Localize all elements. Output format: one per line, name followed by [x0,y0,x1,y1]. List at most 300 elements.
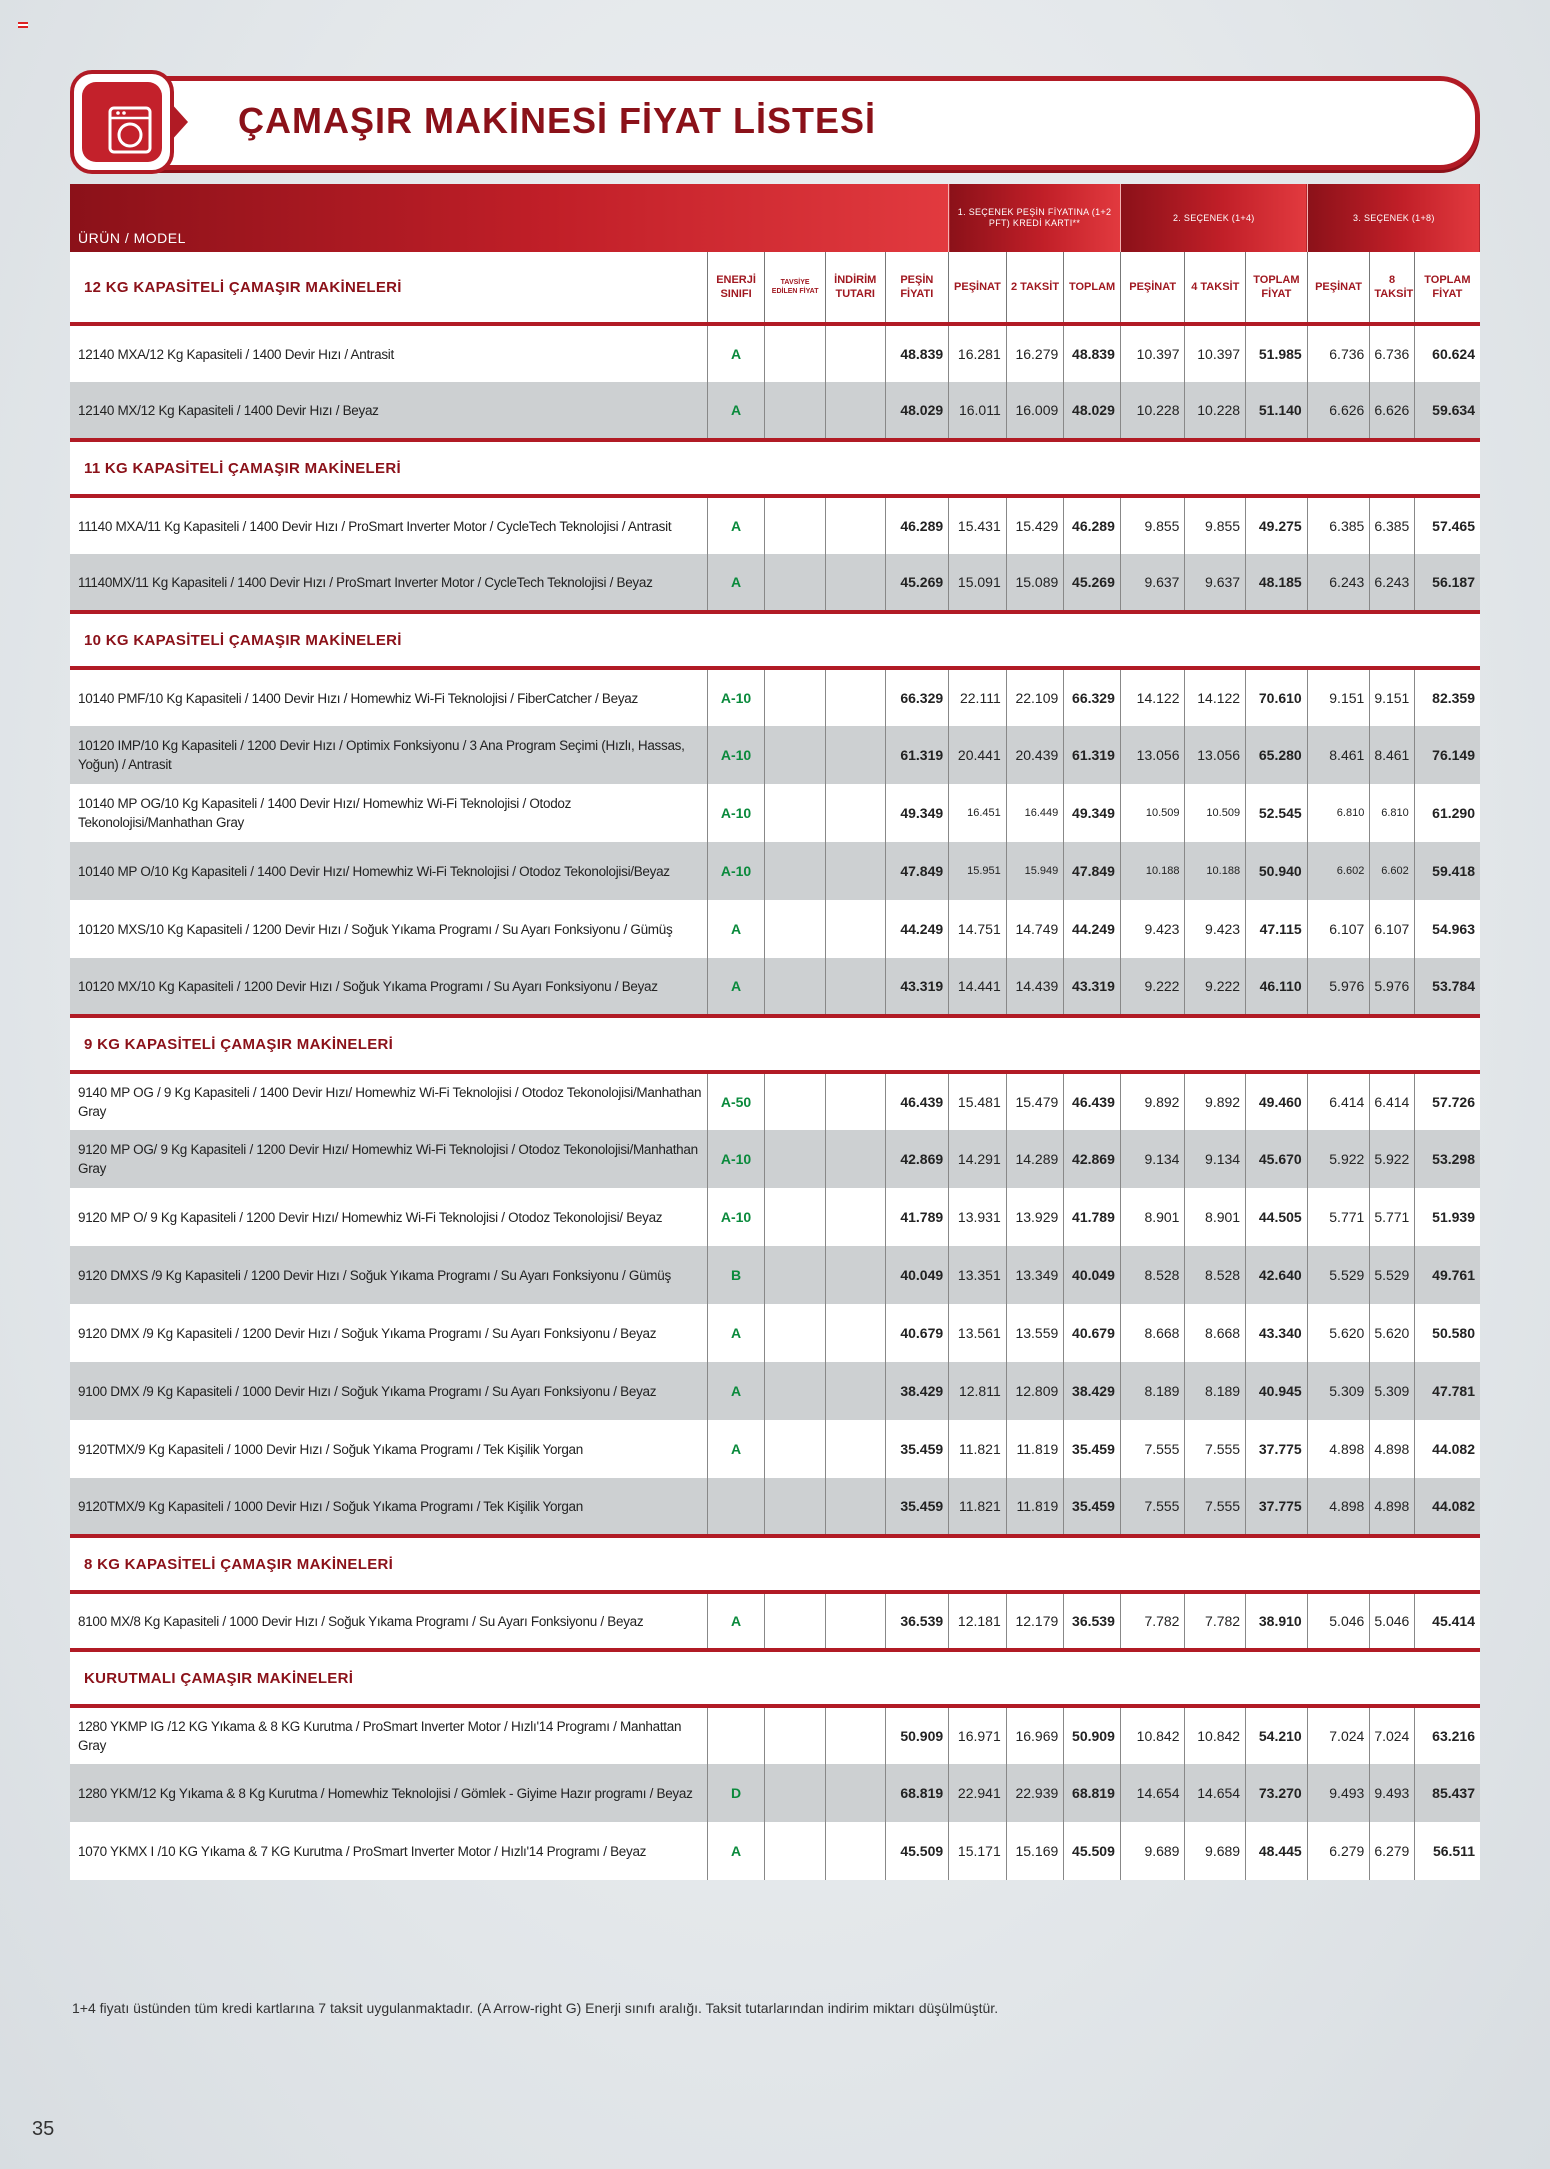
recommended-price [765,1130,826,1188]
table-row [70,554,1480,612]
energy-class: A [707,1592,765,1650]
price-cell: 45.269 [1064,554,1121,612]
price-cell: 9.637 [1120,554,1185,612]
price-cell: 38.910 [1246,1592,1308,1650]
model-cell: 11140 MXA/11 Kg Kapasiteli / 1400 Devir Hızı / ProSmart Inverter Motor / CycleTech Teknolojisi / Antrasit [70,496,707,554]
recommended-price [765,668,826,726]
price-cell: 7.024 [1307,1706,1370,1764]
table-row [70,1592,1480,1650]
column-header: TOPLAM FİYAT [1246,252,1308,324]
price-cell: 9.423 [1120,900,1185,958]
price-cell: 65.280 [1246,726,1308,784]
price-cell: 14.122 [1185,668,1246,726]
price-cell: 9.855 [1185,496,1246,554]
recommended-price [765,726,826,784]
price-cell: 5.309 [1307,1362,1370,1420]
price-cell: 9.493 [1370,1764,1414,1822]
price-cell: 73.270 [1246,1764,1308,1822]
price-cell: 7.555 [1120,1478,1185,1536]
price-cell: 5.976 [1370,958,1414,1016]
price-cell: 16.281 [949,324,1007,382]
model-cell: 9120 MP OG/ 9 Kg Kapasiteli / 1200 Devir Hızı/ Homewhiz Wi-Fi Teknolojisi / Otodoz Tekonolojisi/Manhathan Gray [70,1130,707,1188]
price-cell: 47.849 [885,842,949,900]
price-cell: 8.528 [1120,1246,1185,1304]
model-cell: 9140 MP OG / 9 Kg Kapasiteli / 1400 Devir Hızı/ Homewhiz Wi-Fi Teknolojisi / Otodoz Tekonolojisi/Manhathan Gray [70,1072,707,1130]
energy-class: A [707,958,765,1016]
model-cell: 9120 MP O/ 9 Kg Kapasiteli / 1200 Devir Hızı/ Homewhiz Wi-Fi Teknolojisi / Otodoz Tekonolojisi/ Beyaz [70,1188,707,1246]
price-cell: 6.385 [1307,496,1370,554]
price-cell: 8.901 [1120,1188,1185,1246]
recommended-price [765,1304,826,1362]
price-cell: 9.892 [1120,1072,1185,1130]
price-cell: 15.431 [949,496,1007,554]
price-cell: 22.941 [949,1764,1007,1822]
table-row [70,324,1480,382]
price-cell: 46.439 [885,1072,949,1130]
price-cell: 11.819 [1006,1420,1064,1478]
price-cell: 9.855 [1120,496,1185,554]
price-cell: 5.620 [1307,1304,1370,1362]
price-cell: 5.046 [1370,1592,1414,1650]
price-cell: 56.511 [1414,1822,1480,1880]
footnote: 1+4 fiyatı üstünden tüm kredi kartlarına 7 taksit uygulanmaktadır. (A Arrow-right G) Enerji sınıfı aralığı. Taksit tutarlarından indirim miktarı düşülmüştür. [72,2000,999,2016]
price-cell: 44.082 [1414,1420,1480,1478]
price-cell: 9.151 [1370,668,1414,726]
model-cell: 10140 PMF/10 Kg Kapasiteli / 1400 Devir Hızı / Homewhiz Wi-Fi Teknolojisi / FiberCatcher / Beyaz [70,668,707,726]
section-title: 9 KG KAPASİTELİ ÇAMAŞIR MAKİNELERİ [70,1016,1480,1072]
discount-amount [825,900,885,958]
column-header: PEŞİN FİYATI [885,252,949,324]
table-row [70,1246,1480,1304]
price-cell: 8.668 [1185,1304,1246,1362]
price-cell: 6.385 [1370,496,1414,554]
price-cell: 8.461 [1307,726,1370,784]
energy-class: A [707,382,765,440]
price-cell: 48.029 [885,382,949,440]
recommended-price [765,1362,826,1420]
recommended-price [765,958,826,1016]
energy-class: D [707,1764,765,1822]
price-cell: 40.049 [1064,1246,1121,1304]
table-row [70,1764,1480,1822]
price-cell: 13.561 [949,1304,1007,1362]
price-cell: 61.290 [1414,784,1480,842]
price-cell: 14.439 [1006,958,1064,1016]
price-cell: 8.189 [1120,1362,1185,1420]
price-cell: 5.309 [1370,1362,1414,1420]
price-cell: 5.046 [1307,1592,1370,1650]
price-cell: 22.111 [949,668,1007,726]
price-cell: 9.423 [1185,900,1246,958]
price-cell: 10.188 [1185,842,1246,900]
price-cell: 50.940 [1246,842,1308,900]
price-cell: 35.459 [885,1420,949,1478]
price-cell: 57.726 [1414,1072,1480,1130]
price-cell: 68.819 [1064,1764,1121,1822]
price-cell: 46.110 [1246,958,1308,1016]
recommended-price [765,1764,826,1822]
discount-amount [825,1592,885,1650]
price-cell: 46.289 [885,496,949,554]
column-header: PEŞİNAT [1307,252,1370,324]
price-cell: 13.559 [1006,1304,1064,1362]
price-cell: 14.751 [949,900,1007,958]
price-cell: 15.481 [949,1072,1007,1130]
price-table [70,184,1480,1880]
model-cell: 10140 MP O/10 Kg Kapasiteli / 1400 Devir Hızı/ Homewhiz Wi-Fi Teknolojisi / Otodoz Tekonolojisi/Beyaz [70,842,707,900]
price-cell: 4.898 [1370,1478,1414,1536]
price-cell: 37.775 [1246,1478,1308,1536]
table-row [70,1304,1480,1362]
price-cell: 6.414 [1307,1072,1370,1130]
table-header-top [70,184,1480,252]
price-cell: 9.222 [1185,958,1246,1016]
price-cell: 8.668 [1120,1304,1185,1362]
price-cell: 43.319 [885,958,949,1016]
price-cell: 63.216 [1414,1706,1480,1764]
price-cell: 49.761 [1414,1246,1480,1304]
price-cell: 15.169 [1006,1822,1064,1880]
recommended-price [765,1478,826,1536]
price-cell: 9.222 [1120,958,1185,1016]
price-cell: 15.951 [949,842,1007,900]
price-cell: 6.414 [1370,1072,1414,1130]
price-cell: 9.892 [1185,1072,1246,1130]
price-cell: 22.109 [1006,668,1064,726]
discount-amount [825,324,885,382]
table-row [70,958,1480,1016]
section-header [70,1536,1480,1592]
price-cell: 76.149 [1414,726,1480,784]
price-cell: 7.555 [1185,1420,1246,1478]
section-header [70,440,1480,496]
table-row [70,1072,1480,1130]
price-cell: 9.134 [1185,1130,1246,1188]
price-cell: 45.670 [1246,1130,1308,1188]
price-cell: 6.243 [1307,554,1370,612]
table-row [70,842,1480,900]
price-cell: 14.441 [949,958,1007,1016]
recommended-price [765,1246,826,1304]
table-row [70,1362,1480,1420]
recommended-price [765,900,826,958]
price-cell: 7.555 [1120,1420,1185,1478]
table-row [70,900,1480,958]
price-cell: 16.971 [949,1706,1007,1764]
price-cell: 11.821 [949,1420,1007,1478]
column-header: 4 TAKSİT [1185,252,1246,324]
group-header-1: 1. SEÇENEK PEŞİN FİYATINA (1+2 PFT) KREDİ KARTI** [949,184,1121,252]
price-cell: 14.291 [949,1130,1007,1188]
model-cell: 9120TMX/9 Kg Kapasiteli / 1000 Devir Hızı / Soğuk Yıkama Programı / Tek Kişilik Yorgan [70,1478,707,1536]
price-cell: 5.922 [1370,1130,1414,1188]
price-cell: 44.249 [885,900,949,958]
energy-class: A-10 [707,1130,765,1188]
energy-class: A [707,900,765,958]
table-row [70,668,1480,726]
discount-amount [825,1130,885,1188]
price-cell: 35.459 [885,1478,949,1536]
price-cell: 44.505 [1246,1188,1308,1246]
price-cell: 60.624 [1414,324,1480,382]
price-cell: 45.509 [1064,1822,1121,1880]
price-cell: 51.939 [1414,1188,1480,1246]
washing-machine-icon [70,70,174,174]
price-cell: 8.901 [1185,1188,1246,1246]
price-cell: 6.810 [1307,784,1370,842]
recommended-price [765,382,826,440]
price-cell: 6.626 [1370,382,1414,440]
section-title: KURUTMALI ÇAMAŞIR MAKİNELERİ [70,1650,1480,1706]
table-row [70,1188,1480,1246]
model-column-header: ÜRÜN / MODEL [70,184,949,252]
price-cell: 5.922 [1307,1130,1370,1188]
discount-amount [825,1188,885,1246]
recommended-price [765,1188,826,1246]
price-cell: 50.909 [885,1706,949,1764]
discount-amount [825,1706,885,1764]
discount-amount [825,1478,885,1536]
recommended-price [765,496,826,554]
table-row [70,1130,1480,1188]
price-cell: 13.056 [1185,726,1246,784]
flag-icon [18,22,28,28]
price-cell: 56.187 [1414,554,1480,612]
price-cell: 6.602 [1307,842,1370,900]
price-cell: 7.555 [1185,1478,1246,1536]
price-cell: 5.771 [1307,1188,1370,1246]
price-cell: 43.319 [1064,958,1121,1016]
price-cell: 49.349 [885,784,949,842]
price-cell: 4.898 [1370,1420,1414,1478]
model-cell: 1280 YKM/12 Kg Yıkama & 8 Kg Kurutma / Homewhiz Teknolojisi / Gömlek - Giyime Hazır programı / Beyaz [70,1764,707,1822]
price-cell: 14.749 [1006,900,1064,958]
price-cell: 22.939 [1006,1764,1064,1822]
price-cell: 61.319 [1064,726,1121,784]
recommended-price [765,324,826,382]
price-cell: 44.249 [1064,900,1121,958]
group-header-2: 2. SEÇENEK (1+4) [1120,184,1307,252]
price-cell: 53.784 [1414,958,1480,1016]
price-cell: 16.011 [949,382,1007,440]
price-cell: 42.869 [1064,1130,1121,1188]
price-cell: 7.782 [1120,1592,1185,1650]
price-cell: 45.414 [1414,1592,1480,1650]
discount-amount [825,958,885,1016]
price-cell: 5.976 [1307,958,1370,1016]
discount-amount [825,726,885,784]
model-cell: 9120TMX/9 Kg Kapasiteli / 1000 Devir Hızı / Soğuk Yıkama Programı / Tek Kişilik Yorgan [70,1420,707,1478]
table-row [70,382,1480,440]
section-header [70,1650,1480,1706]
price-cell: 6.736 [1370,324,1414,382]
price-cell: 48.029 [1064,382,1121,440]
price-cell: 46.289 [1064,496,1121,554]
recommended-price [765,842,826,900]
price-cell: 10.228 [1185,382,1246,440]
price-cell: 13.929 [1006,1188,1064,1246]
price-cell: 9.637 [1185,554,1246,612]
price-cell: 8.461 [1370,726,1414,784]
table-row [70,496,1480,554]
price-cell: 15.479 [1006,1072,1064,1130]
price-cell: 10.842 [1120,1706,1185,1764]
price-cell: 15.089 [1006,554,1064,612]
price-cell: 40.679 [1064,1304,1121,1362]
price-cell: 41.789 [1064,1188,1121,1246]
price-cell: 16.279 [1006,324,1064,382]
price-cell: 9.689 [1185,1822,1246,1880]
model-cell: 10140 MP OG/10 Kg Kapasiteli / 1400 Devir Hızı/ Homewhiz Wi-Fi Teknolojisi / Otodoz Tekonolojisi/Manhathan Gray [70,784,707,842]
model-cell: 12140 MXA/12 Kg Kapasiteli / 1400 Devir Hızı / Antrasit [70,324,707,382]
price-cell: 12.811 [949,1362,1007,1420]
price-cell: 48.839 [1064,324,1121,382]
price-cell: 38.429 [1064,1362,1121,1420]
section-title: 11 KG KAPASİTELİ ÇAMAŞIR MAKİNELERİ [70,440,1480,496]
discount-amount [825,1304,885,1362]
price-cell: 6.279 [1307,1822,1370,1880]
price-cell: 40.945 [1246,1362,1308,1420]
recommended-price [765,1072,826,1130]
price-cell: 70.610 [1246,668,1308,726]
price-cell: 5.771 [1370,1188,1414,1246]
energy-class: A-50 [707,1072,765,1130]
price-cell: 37.775 [1246,1420,1308,1478]
price-cell: 14.654 [1120,1764,1185,1822]
model-cell: 9120 DMX /9 Kg Kapasiteli / 1200 Devir Hızı / Soğuk Yıkama Programı / Su Ayarı Fonksiyonu / Beyaz [70,1304,707,1362]
price-cell: 9.689 [1120,1822,1185,1880]
price-cell: 15.171 [949,1822,1007,1880]
price-cell: 5.529 [1307,1246,1370,1304]
section-header [70,1016,1480,1072]
price-cell: 5.620 [1370,1304,1414,1362]
price-cell: 44.082 [1414,1478,1480,1536]
energy-class [707,1478,765,1536]
price-cell: 48.185 [1246,554,1308,612]
column-header: TAVSİYE EDİLEN FİYAT [765,252,826,324]
recommended-price [765,1420,826,1478]
price-cell: 13.351 [949,1246,1007,1304]
price-cell: 36.539 [1064,1592,1121,1650]
price-cell: 6.736 [1307,324,1370,382]
price-cell: 68.819 [885,1764,949,1822]
column-header: PEŞİNAT [949,252,1007,324]
price-cell: 41.789 [885,1188,949,1246]
energy-class: A-10 [707,668,765,726]
price-cell: 6.810 [1370,784,1414,842]
section-title: 12 KG KAPASİTELİ ÇAMAŞIR MAKİNELERİ [70,252,707,324]
price-cell: 4.898 [1307,1420,1370,1478]
page-title: ÇAMAŞIR MAKİNESİ FİYAT LİSTESİ [238,100,877,141]
energy-class: A [707,324,765,382]
section-header [70,612,1480,668]
price-cell: 12.181 [949,1592,1007,1650]
price-cell: 49.349 [1064,784,1121,842]
model-cell: 10120 MXS/10 Kg Kapasiteli / 1200 Devir Hızı / Soğuk Yıkama Programı / Su Ayarı Fonksiyonu / Gümüş [70,900,707,958]
price-cell: 49.275 [1246,496,1308,554]
price-cell: 13.056 [1120,726,1185,784]
price-cell: 85.437 [1414,1764,1480,1822]
price-cell: 47.849 [1064,842,1121,900]
energy-class: A-10 [707,726,765,784]
price-cell: 35.459 [1064,1478,1121,1536]
model-cell: 1070 YKMX I /10 KG Yıkama & 7 KG Kurutma / ProSmart Inverter Motor / Hızlı'14 Programı / Beyaz [70,1822,707,1880]
section-header [70,252,1480,324]
price-cell: 10.509 [1185,784,1246,842]
price-cell: 14.289 [1006,1130,1064,1188]
price-cell: 43.340 [1246,1304,1308,1362]
price-cell: 48.839 [885,324,949,382]
discount-amount [825,1420,885,1478]
recommended-price [765,1706,826,1764]
discount-amount [825,496,885,554]
price-cell: 40.049 [885,1246,949,1304]
price-cell: 15.091 [949,554,1007,612]
energy-class [707,1706,765,1764]
price-cell: 15.429 [1006,496,1064,554]
discount-amount [825,382,885,440]
price-cell: 57.465 [1414,496,1480,554]
model-cell: 9100 DMX /9 Kg Kapasiteli / 1000 Devir Hızı / Soğuk Yıkama Programı / Su Ayarı Fonksiyonu / Beyaz [70,1362,707,1420]
energy-class: A [707,1362,765,1420]
discount-amount [825,554,885,612]
model-cell: 12140 MX/12 Kg Kapasiteli / 1400 Devir Hızı / Beyaz [70,382,707,440]
energy-class: A [707,496,765,554]
price-cell: 45.269 [885,554,949,612]
price-cell: 9.151 [1307,668,1370,726]
price-cell: 36.539 [885,1592,949,1650]
price-cell: 54.963 [1414,900,1480,958]
price-cell: 61.319 [885,726,949,784]
column-header: İNDİRİM TUTARI [825,252,885,324]
table-row [70,1420,1480,1478]
price-cell: 10.397 [1120,324,1185,382]
discount-amount [825,668,885,726]
price-cell: 6.279 [1370,1822,1414,1880]
price-cell: 66.329 [1064,668,1121,726]
recommended-price [765,1592,826,1650]
column-header: PEŞİNAT [1120,252,1185,324]
price-cell: 47.115 [1246,900,1308,958]
price-cell: 42.869 [885,1130,949,1188]
model-cell: 9120 DMXS /9 Kg Kapasiteli / 1200 Devir Hızı / Soğuk Yıkama Programı / Su Ayarı Fonksiyonu / Gümüş [70,1246,707,1304]
price-cell: 13.349 [1006,1246,1064,1304]
price-cell: 10.228 [1120,382,1185,440]
price-cell: 51.140 [1246,382,1308,440]
price-cell: 53.298 [1414,1130,1480,1188]
price-cell: 7.782 [1185,1592,1246,1650]
price-cell: 10.842 [1185,1706,1246,1764]
price-cell: 14.122 [1120,668,1185,726]
price-cell: 14.654 [1185,1764,1246,1822]
column-header: ENERJİ SINIFI [707,252,765,324]
recommended-price [765,554,826,612]
price-cell: 6.626 [1307,382,1370,440]
discount-amount [825,1246,885,1304]
price-cell: 48.445 [1246,1822,1308,1880]
price-cell: 8.528 [1185,1246,1246,1304]
price-cell: 9.134 [1120,1130,1185,1188]
column-header: TOPLAM FİYAT [1414,252,1480,324]
price-cell: 10.509 [1120,784,1185,842]
price-cell: 4.898 [1307,1478,1370,1536]
price-cell: 11.819 [1006,1478,1064,1536]
price-cell: 45.509 [885,1822,949,1880]
price-cell: 52.545 [1246,784,1308,842]
energy-class: A [707,1822,765,1880]
section-title: 10 KG KAPASİTELİ ÇAMAŞIR MAKİNELERİ [70,612,1480,668]
discount-amount [825,1764,885,1822]
